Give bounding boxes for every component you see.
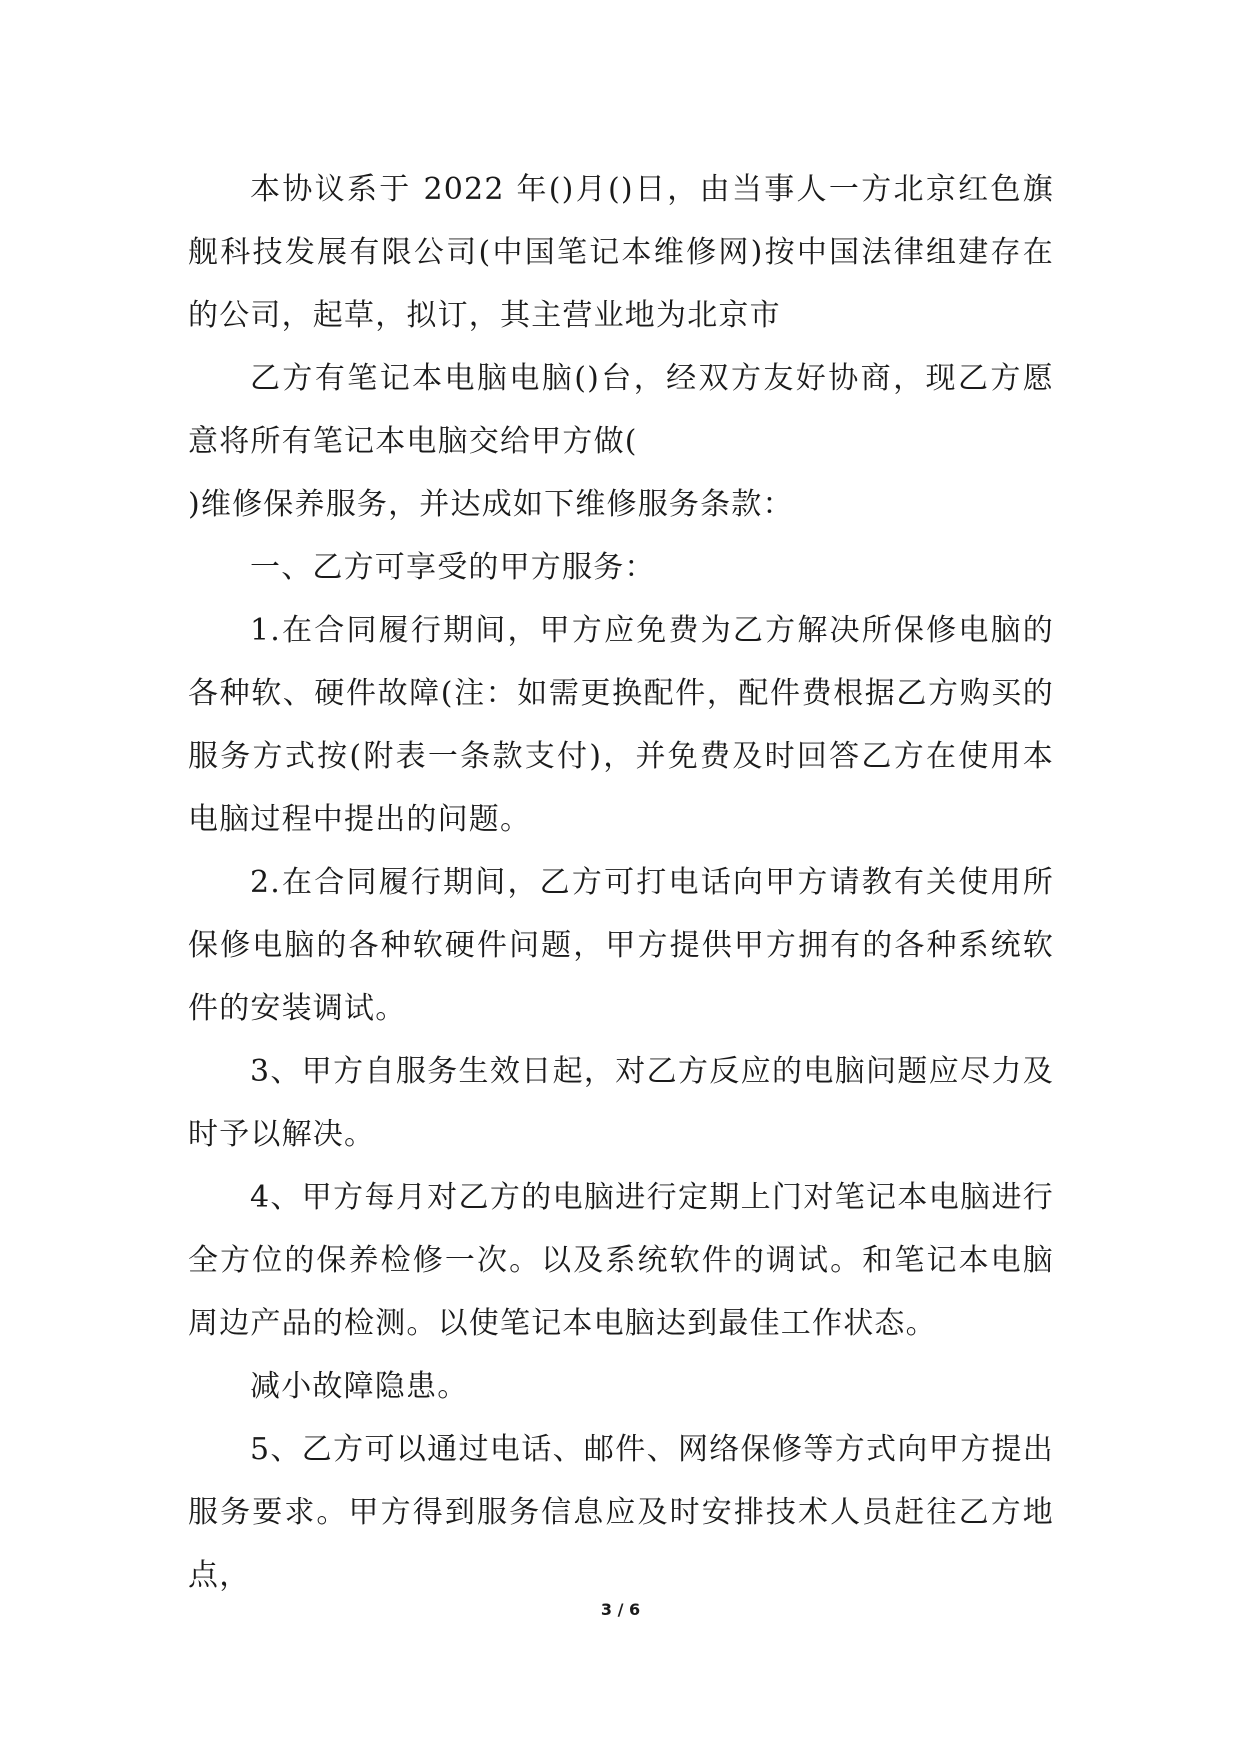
clause-4: 4、甲方每月对乙方的电脑进行定期上门对笔记本电脑进行全方位的保养检修一次。以及系统软件的调试。和笔记本电脑周边产品的检测。以使笔记本电脑达到最佳工作状态。: [188, 1180, 1054, 1341]
clause-2: 2.在合同履行期间，乙方可打电话向甲方请教有关使用所保修电脑的各种软硬件问题，甲方提供甲方拥有的各种系统软件的安装调试。: [188, 865, 1054, 1026]
document-body: [188, 158, 1054, 1607]
section-heading-services: 一、乙方可享受的甲方服务：: [250, 550, 656, 585]
paragraph-agreement-intro: 本协议系于 2022 年()月()日，由当事人一方北京红色旗舰科技发展有限公司(中国笔记本维修网)按中国法律组建存在的公司，起草，拟订，其主营业地为北京市: [188, 172, 1054, 333]
clause-3: 3、甲方自服务生效日起，对乙方反应的电脑问题应尽力及时予以解决。: [188, 1054, 1054, 1152]
paragraph-service-terms-lead: )维修保养服务，并达成如下维修服务条款：: [188, 487, 794, 522]
page-number: 3 / 6: [600, 1600, 641, 1619]
clause-1: 1.在合同履行期间，甲方应免费为乙方解决所保修电脑的各种软、硬件故障(注：如需更换配件，配件费根据乙方购买的服务方式按(附表一条款支付)，并免费及时回答乙方在使用本电脑过程中提出的问题。: [188, 613, 1054, 837]
clause-5: 5、乙方可以通过电话、邮件、网络保修等方式向甲方提出服务要求。甲方得到服务信息应及时安排技术人员赶往乙方地点，: [188, 1432, 1054, 1593]
paragraph-party-b-computers: 乙方有笔记本电脑电脑()台，经双方友好协商，现乙方愿意将所有笔记本电脑交给甲方做(: [188, 361, 1054, 459]
clause-4-continuation: 减小故障隐患。: [250, 1369, 469, 1404]
